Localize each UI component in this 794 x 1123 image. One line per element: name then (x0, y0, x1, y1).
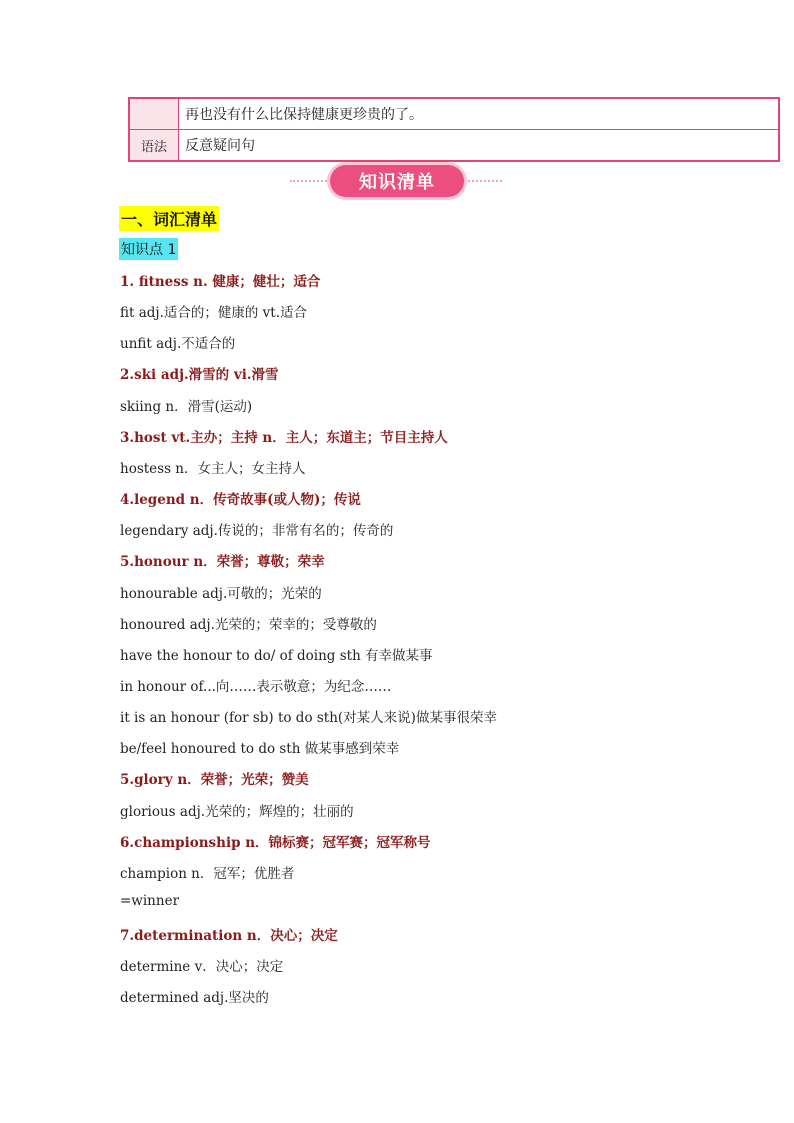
vocab-entry-detail: honoured adj.光荣的；荣幸的；受尊敬的 (120, 616, 377, 633)
vocab-entry-detail: champion n．冠军；优胜者 (120, 865, 295, 882)
row-label: 语法 (130, 130, 179, 160)
table-row (130, 129, 778, 160)
table-row (130, 99, 778, 129)
vocab-entry-detail: glorious adj.光荣的；辉煌的；壮丽的 (120, 803, 354, 820)
section-banner (290, 165, 502, 197)
vocab-entry-heading: 5.honour n．荣誉；尊敬；荣幸 (120, 554, 325, 571)
vocab-entry-heading: 4.legend n．传奇故事(或人物)；传说 (120, 492, 361, 509)
vocab-entry-detail: in honour of...向……表示敬意；为纪念…… (120, 678, 392, 695)
row-label (130, 99, 179, 129)
vocab-entry-detail: determine v．决心；决定 (120, 959, 284, 976)
vocab-entry-detail: honourable adj.可敬的；光荣的 (120, 585, 322, 602)
vocab-entry-heading: 3.host vt.主办；主持 n．主人；东道主；节目主持人 (120, 429, 448, 446)
banner-divider-right (464, 180, 502, 182)
vocab-entry-detail: unfit adj.不适合的 (120, 336, 236, 353)
vocab-entry-detail: fit adj.适合的；健康的 vt.适合 (120, 305, 308, 322)
vocab-entry-detail: determined adj.坚决的 (120, 990, 269, 1007)
row-value: 反意疑问句 (185, 138, 255, 154)
vocab-entry-detail: be/feel honoured to do sth 做某事感到荣幸 (120, 741, 400, 758)
vocab-entry-heading: 5.glory n．荣誉；光荣；赞美 (120, 772, 309, 789)
knowledge-point-label: 知识点 1 (119, 238, 178, 260)
vocab-entry-heading: 7.determination n．决心；决定 (120, 928, 338, 945)
vocab-entry-detail: skiing n．滑雪(运动) (120, 398, 253, 415)
banner-divider-left (290, 180, 334, 182)
vocab-entry-detail: hostess n．女主人；女主持人 (120, 460, 306, 477)
vocab-entry-heading: 1. fitness n. 健康；健壮；适合 (120, 274, 321, 290)
banner-title: 知识清单 (330, 165, 464, 197)
vocab-entry-heading: 2.ski adj.滑雪的 vi.滑雪 (120, 367, 279, 384)
vocab-entry-detail: =winner (120, 893, 180, 909)
row-value: 再也没有什么比保持健康更珍贵的了。 (185, 107, 423, 123)
section-heading: 一、词汇清单 (119, 206, 219, 231)
summary-table (128, 97, 780, 162)
vocab-entry-detail: legendary adj.传说的；非常有名的；传奇的 (120, 523, 394, 540)
vocab-entry-detail: have the honour to do/ of doing sth 有幸做某事 (120, 647, 433, 664)
vocab-entry-heading: 6.championship n．锦标赛；冠军赛；冠军称号 (120, 834, 431, 851)
vocab-entry-detail: it is an honour (for sb) to do sth(对某人来说)做某事很荣幸 (120, 710, 497, 727)
